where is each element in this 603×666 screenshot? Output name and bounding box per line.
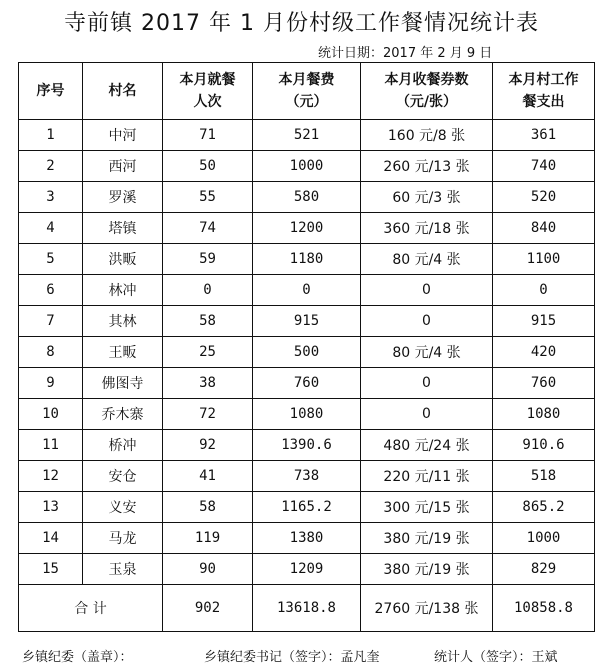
cell-village: 桥冲 [83,430,163,461]
cell-diners: 90 [163,554,253,585]
cell-tickets: 160 元/8 张 [361,120,493,151]
cell-seq: 5 [19,244,83,275]
cell-tickets: 0 [361,306,493,337]
cell-diners: 58 [163,306,253,337]
cell-expense: 760 [493,368,595,399]
total-cost: 13618.8 [253,585,361,632]
cell-diners: 71 [163,120,253,151]
cell-diners: 92 [163,430,253,461]
cell-seq: 12 [19,461,83,492]
cell-seq: 8 [19,337,83,368]
cell-cost: 1180 [253,244,361,275]
total-diners: 902 [163,585,253,632]
cell-expense: 1080 [493,399,595,430]
cell-village: 义安 [83,492,163,523]
cell-expense: 0 [493,275,595,306]
cell-cost: 0 [253,275,361,306]
cell-cost: 1209 [253,554,361,585]
secretary-signature-label: 乡镇纪委书记（签字）：孟凡奎 [204,650,380,665]
cell-cost: 1165.2 [253,492,361,523]
cell-expense: 1000 [493,523,595,554]
cell-tickets: 300 元/15 张 [361,492,493,523]
cell-diners: 0 [163,275,253,306]
cell-expense: 865.2 [493,492,595,523]
cell-tickets: 220 元/11 张 [361,461,493,492]
cell-diners: 55 [163,182,253,213]
header-diners-line: 人次 [193,94,222,110]
table-row [19,399,595,430]
cell-expense: 518 [493,461,595,492]
cell-diners: 59 [163,244,253,275]
cell-tickets: 80 元/4 张 [361,244,493,275]
table-row [19,244,595,275]
cell-village: 安仓 [83,461,163,492]
cell-tickets: 0 [361,368,493,399]
cell-diners: 74 [163,213,253,244]
cell-cost: 1000 [253,151,361,182]
total-expense: 10858.8 [493,585,595,632]
committee-seal-label: 乡镇纪委（盖章）： [22,650,133,665]
cell-expense: 1100 [493,244,595,275]
table-row [19,554,595,585]
cell-expense: 740 [493,151,595,182]
cell-diners: 58 [163,492,253,523]
total-tickets: 2760 元/138 张 [361,585,493,632]
cell-seq: 3 [19,182,83,213]
cell-seq: 6 [19,275,83,306]
cell-seq: 15 [19,554,83,585]
cell-tickets: 60 元/3 张 [361,182,493,213]
table-body [19,120,595,632]
table-row [19,151,595,182]
table-row [19,275,595,306]
cell-tickets: 380 元/19 张 [361,554,493,585]
cell-diners: 50 [163,151,253,182]
cell-seq: 13 [19,492,83,523]
cell-village: 中河 [83,120,163,151]
cell-cost: 760 [253,368,361,399]
cell-expense: 361 [493,120,595,151]
cell-village: 西河 [83,151,163,182]
report-title: 寺前镇 2017 年 1 月份村级工作餐情况统计表 [64,11,539,36]
stat-date: 统计日期：2017 年 2 月 9 日 [318,46,493,61]
header-cost-line: 本月餐费 [278,72,335,88]
cell-tickets: 480 元/24 张 [361,430,493,461]
cell-cost: 580 [253,182,361,213]
statistician-signature-label: 统计人（签字）：王斌 [434,650,558,665]
cell-tickets: 380 元/19 张 [361,523,493,554]
cell-seq: 10 [19,399,83,430]
cell-village: 佛图寺 [83,368,163,399]
cell-village: 玉泉 [83,554,163,585]
cell-tickets: 0 [361,399,493,430]
cell-expense: 840 [493,213,595,244]
table-header-row [19,63,595,120]
meal-statistics-table [18,62,595,632]
cell-village: 塔镇 [83,213,163,244]
cell-diners: 41 [163,461,253,492]
header-cost [253,63,361,120]
cell-expense: 915 [493,306,595,337]
cell-cost: 1080 [253,399,361,430]
cell-cost: 915 [253,306,361,337]
cell-diners: 38 [163,368,253,399]
header-diners [163,63,253,120]
header-cost-line: （元） [285,94,328,110]
cell-tickets: 260 元/13 张 [361,151,493,182]
cell-diners: 25 [163,337,253,368]
cell-diners: 72 [163,399,253,430]
cell-tickets: 0 [361,275,493,306]
cell-diners: 119 [163,523,253,554]
total-label: 合 计 [19,585,163,632]
header-tickets-line: 本月收餐券数 [384,72,469,88]
header-tickets-line: （元/张） [395,94,458,110]
table-row [19,182,595,213]
cell-tickets: 360 元/18 张 [361,213,493,244]
cell-seq: 11 [19,430,83,461]
table-row [19,337,595,368]
cell-seq: 4 [19,213,83,244]
cell-cost: 1390.6 [253,430,361,461]
cell-cost: 1380 [253,523,361,554]
table-row [19,213,595,244]
cell-cost: 738 [253,461,361,492]
cell-village: 王畈 [83,337,163,368]
header-expense [493,63,595,120]
cell-cost: 1200 [253,213,361,244]
cell-seq: 7 [19,306,83,337]
table-row [19,523,595,554]
cell-seq: 1 [19,120,83,151]
signature-footer [0,646,603,664]
cell-village: 林冲 [83,275,163,306]
cell-village: 其林 [83,306,163,337]
cell-cost: 521 [253,120,361,151]
cell-tickets: 80 元/4 张 [361,337,493,368]
cell-expense: 520 [493,182,595,213]
header-tickets [361,63,493,120]
cell-seq: 2 [19,151,83,182]
total-row [19,585,595,632]
table-row [19,492,595,523]
header-village: 村名 [83,63,163,120]
cell-seq: 14 [19,523,83,554]
header-seq: 序号 [19,63,83,120]
table-row [19,430,595,461]
header-expense-line: 餐支出 [522,94,565,110]
cell-village: 罗溪 [83,182,163,213]
cell-village: 洪畈 [83,244,163,275]
cell-expense: 910.6 [493,430,595,461]
table-row [19,461,595,492]
cell-seq: 9 [19,368,83,399]
cell-village: 马龙 [83,523,163,554]
header-diners-line: 本月就餐 [179,72,236,88]
cell-expense: 420 [493,337,595,368]
table-row [19,120,595,151]
cell-expense: 829 [493,554,595,585]
table-row [19,306,595,337]
cell-cost: 500 [253,337,361,368]
header-expense-line: 本月村工作 [508,72,579,88]
cell-village: 乔木寨 [83,399,163,430]
table-row [19,368,595,399]
